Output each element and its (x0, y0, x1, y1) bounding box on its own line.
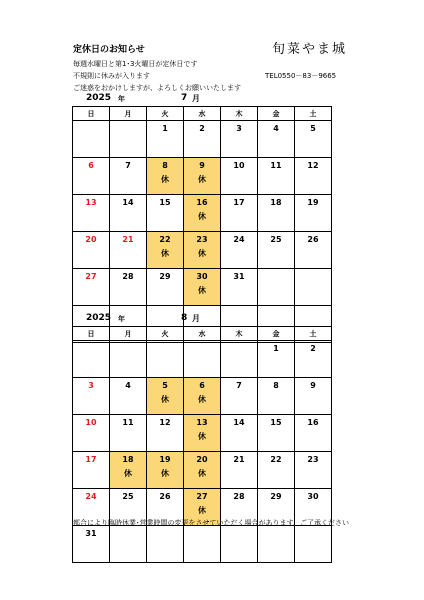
day-number: 25 (270, 235, 282, 244)
month-unit: 月 (192, 94, 200, 103)
day-number: 6 (199, 381, 205, 390)
notice-line-irregular: 不規則に休みが入ります (73, 72, 150, 80)
day-cell (258, 452, 295, 489)
day-number: 9 (199, 161, 205, 170)
year-label: 2025 (86, 313, 112, 323)
july-calendar-header (86, 93, 326, 105)
shop-name: 旬菜やま城 (272, 42, 348, 57)
day-cell (110, 415, 147, 452)
day-cell (73, 269, 110, 306)
day-number: 10 (233, 161, 245, 170)
day-number: 14 (122, 198, 134, 207)
day-cell (147, 378, 184, 415)
day-number: 15 (270, 418, 282, 427)
day-cell (73, 195, 110, 232)
empty-day-cell (73, 121, 110, 158)
weekday-label: 水 (184, 107, 221, 121)
weekday-label: 土 (295, 107, 332, 121)
day-cell (73, 158, 110, 195)
day-number: 7 (236, 381, 242, 390)
july-calendar (72, 106, 332, 343)
day-cell (295, 195, 332, 232)
day-cell (258, 232, 295, 269)
week-row (73, 378, 332, 415)
week-row (73, 526, 332, 563)
day-number: 2 (310, 344, 316, 353)
day-cell (184, 269, 221, 306)
day-cell (295, 121, 332, 158)
week-row (73, 195, 332, 232)
day-number: 5 (310, 124, 316, 133)
day-cell (110, 195, 147, 232)
closed-day-label: 休 (161, 469, 169, 478)
day-number: 30 (307, 492, 319, 501)
day-cell (295, 452, 332, 489)
year-unit: 年 (118, 315, 125, 323)
notice-line-apology: ご迷惑をおかけしますが、よろしくお願いいたします (73, 84, 241, 92)
weekday-label: 水 (184, 327, 221, 341)
weekday-label: 木 (221, 327, 258, 341)
day-number: 13 (85, 198, 97, 207)
day-number: 12 (307, 161, 319, 170)
day-cell (110, 269, 147, 306)
day-number: 26 (307, 235, 319, 244)
month-label: 8 (181, 313, 188, 323)
day-cell (258, 341, 295, 378)
year-unit: 年 (118, 95, 125, 103)
day-cell (110, 158, 147, 195)
day-cell (221, 269, 258, 306)
day-number: 14 (233, 418, 245, 427)
day-number: 31 (85, 529, 97, 538)
day-number: 21 (233, 455, 245, 464)
empty-day-cell (147, 341, 184, 378)
week-row (73, 452, 332, 489)
day-number: 12 (159, 418, 171, 427)
closed-day-label: 休 (161, 175, 169, 184)
day-cell (73, 452, 110, 489)
closed-day-label: 休 (161, 249, 169, 258)
day-cell (73, 526, 110, 563)
weekday-label: 火 (147, 327, 184, 341)
day-cell (295, 232, 332, 269)
day-cell (295, 158, 332, 195)
day-number: 9 (310, 381, 316, 390)
day-cell (184, 378, 221, 415)
year-label: 2025 (86, 93, 112, 103)
day-number: 4 (273, 124, 279, 133)
day-cell (73, 415, 110, 452)
day-number: 29 (270, 492, 282, 501)
day-cell (258, 195, 295, 232)
empty-day-cell (184, 526, 221, 563)
day-number: 15 (159, 198, 171, 207)
day-cell (221, 232, 258, 269)
day-number: 2 (199, 124, 205, 133)
day-number: 29 (159, 272, 171, 281)
closed-day-label: 休 (198, 286, 206, 295)
day-number: 23 (307, 455, 319, 464)
week-row (73, 269, 332, 306)
day-number: 13 (196, 418, 208, 427)
day-number: 25 (122, 492, 134, 501)
day-number: 20 (196, 455, 208, 464)
day-cell (73, 232, 110, 269)
weekday-label: 金 (258, 327, 295, 341)
day-number: 22 (270, 455, 282, 464)
day-cell (184, 158, 221, 195)
day-number: 23 (196, 235, 208, 244)
day-number: 11 (122, 418, 134, 427)
day-number: 17 (85, 455, 97, 464)
week-row (73, 158, 332, 195)
empty-day-cell (258, 526, 295, 563)
weekday-label: 月 (110, 327, 147, 341)
day-cell (73, 378, 110, 415)
weekday-label: 火 (147, 107, 184, 121)
day-cell (147, 269, 184, 306)
day-number: 22 (159, 235, 171, 244)
day-number: 19 (159, 455, 171, 464)
day-number: 1 (162, 124, 168, 133)
empty-day-cell (110, 341, 147, 378)
day-number: 27 (196, 492, 208, 501)
weekday-label: 日 (73, 107, 110, 121)
day-number: 1 (273, 344, 279, 353)
closed-day-label: 休 (161, 395, 169, 404)
day-number: 16 (196, 198, 208, 207)
day-cell (258, 415, 295, 452)
day-cell (221, 195, 258, 232)
weekday-label: 金 (258, 107, 295, 121)
day-number: 24 (85, 492, 97, 501)
closed-day-label: 休 (198, 212, 206, 221)
closed-day-label: 休 (198, 395, 206, 404)
closed-day-label: 休 (198, 249, 206, 258)
day-number: 11 (270, 161, 282, 170)
closed-day-label: 休 (198, 506, 206, 515)
day-cell (147, 452, 184, 489)
telephone-number: TEL0550－83－9665 (265, 72, 337, 80)
weekday-header-row (73, 327, 332, 341)
day-number: 4 (125, 381, 131, 390)
closed-day-label: 休 (198, 469, 206, 478)
day-cell (221, 158, 258, 195)
day-number: 19 (307, 198, 319, 207)
day-number: 20 (85, 235, 97, 244)
day-cell (184, 415, 221, 452)
day-cell (258, 158, 295, 195)
day-number: 16 (307, 418, 319, 427)
day-cell (258, 121, 295, 158)
day-number: 30 (196, 272, 208, 281)
day-number: 8 (273, 381, 279, 390)
day-number: 7 (125, 161, 131, 170)
day-cell (110, 452, 147, 489)
day-cell (147, 121, 184, 158)
day-cell (110, 378, 147, 415)
day-cell (221, 452, 258, 489)
day-cell (147, 158, 184, 195)
weekday-label: 木 (221, 107, 258, 121)
day-number: 24 (233, 235, 245, 244)
closed-day-label: 休 (198, 175, 206, 184)
day-number: 28 (122, 272, 134, 281)
day-number: 27 (85, 272, 97, 281)
weekday-label: 日 (73, 327, 110, 341)
empty-day-cell (73, 341, 110, 378)
day-cell (184, 195, 221, 232)
weekday-label: 月 (110, 107, 147, 121)
august-calendar-header (86, 313, 326, 325)
closed-day-label: 休 (124, 469, 132, 478)
day-number: 21 (122, 235, 134, 244)
weekday-header-row (73, 107, 332, 121)
week-row (73, 121, 332, 158)
day-number: 6 (88, 161, 94, 170)
day-number: 8 (162, 161, 168, 170)
day-number: 28 (233, 492, 245, 501)
notice-title: 定休日のお知らせ (73, 45, 145, 55)
empty-day-cell (147, 526, 184, 563)
day-cell (221, 378, 258, 415)
empty-day-cell (221, 341, 258, 378)
week-row (73, 341, 332, 378)
empty-day-cell (110, 526, 147, 563)
day-cell (110, 232, 147, 269)
month-label: 7 (181, 93, 188, 103)
day-number: 17 (233, 198, 245, 207)
empty-day-cell (258, 269, 295, 306)
day-number: 31 (233, 272, 245, 281)
notice-line-regular-closure: 毎週水曜日と第1･3火曜日が定休日です (73, 60, 198, 68)
day-cell (221, 121, 258, 158)
empty-day-cell (295, 526, 332, 563)
day-cell (295, 341, 332, 378)
day-number: 18 (270, 198, 282, 207)
month-unit: 月 (192, 314, 200, 323)
day-cell (184, 232, 221, 269)
day-number: 26 (159, 492, 171, 501)
day-cell (184, 452, 221, 489)
day-number: 3 (88, 381, 94, 390)
day-cell (258, 378, 295, 415)
week-row (73, 415, 332, 452)
day-cell (295, 378, 332, 415)
empty-day-cell (110, 121, 147, 158)
empty-day-cell (295, 269, 332, 306)
day-cell (184, 121, 221, 158)
footer-note: 都合により臨時休業･営業時間の変更をさせていただく場合があります、ご了承ください (73, 519, 349, 527)
day-cell (221, 415, 258, 452)
week-row (73, 232, 332, 269)
day-cell (295, 415, 332, 452)
day-cell (147, 415, 184, 452)
day-number: 10 (85, 418, 97, 427)
day-number: 3 (236, 124, 242, 133)
day-number: 18 (122, 455, 134, 464)
day-cell (147, 195, 184, 232)
weekday-label: 土 (295, 327, 332, 341)
empty-day-cell (221, 526, 258, 563)
empty-day-cell (184, 341, 221, 378)
day-cell (147, 232, 184, 269)
day-number: 5 (162, 381, 168, 390)
closed-day-label: 休 (198, 432, 206, 441)
